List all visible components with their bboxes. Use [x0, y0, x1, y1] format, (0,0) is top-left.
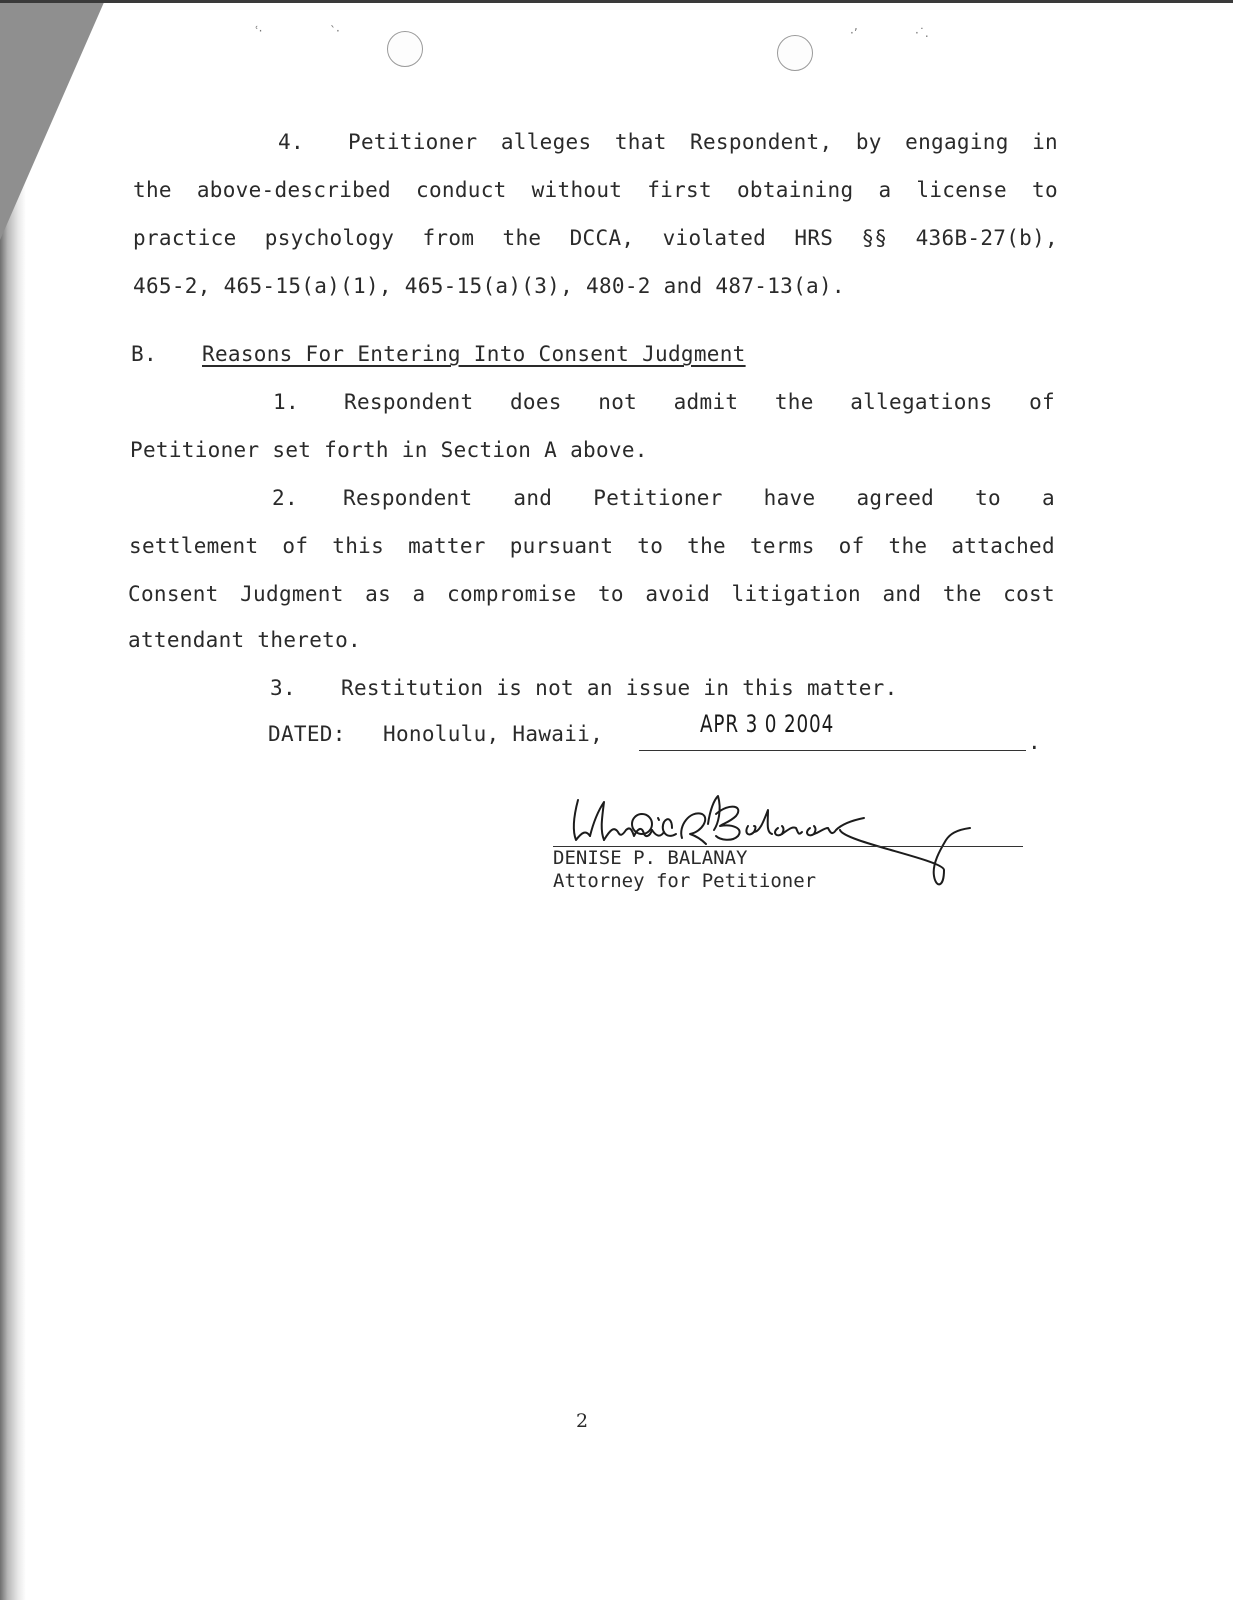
punch-hole-right — [777, 35, 813, 71]
page-number: 2 — [576, 1410, 589, 1432]
para4-line-1: Petitioner alleges that Respondent, by engaging in — [348, 130, 1058, 154]
section-b-letter: B. — [131, 342, 157, 366]
signatory-title: Attorney for Petitioner — [553, 870, 817, 892]
para4-line-3: practice psychology from the DCCA, violated HRS §§ 436B-27(b), — [133, 226, 1058, 250]
item1-line-1: Respondent does not admit the allegations of — [344, 390, 1055, 414]
item2-line-4: attendant thereto. — [128, 628, 361, 652]
dated-label: DATED: — [268, 722, 346, 746]
scan-top-edge — [0, 0, 1233, 3]
date-stamp: APR 3 0 2004 — [700, 710, 835, 738]
section-b-heading: Reasons For Entering Into Consent Judgment — [202, 342, 746, 366]
scan-speck: ·˙. — [915, 26, 929, 40]
signatory-name: DENISE P. BALANAY — [553, 847, 748, 869]
item2-line-2: settlement of this matter pursuant to the terms of the attached — [129, 534, 1055, 558]
para4-line-4: 465-2, 465-15(a)(1), 465-15(a)(3), 480-2 and 487-13(a). — [133, 274, 845, 298]
date-underline — [639, 750, 1026, 751]
item3-number: 3. — [270, 676, 296, 700]
item2-line-3: Consent Judgment as a compromise to avoid litigation and the cost — [128, 582, 1055, 606]
item2-number: 2. — [272, 486, 298, 510]
scan-speck: ·ʼ — [850, 26, 858, 40]
item2-line-1: Respondent and Petitioner have agreed to a — [343, 486, 1055, 510]
item1-line-2: Petitioner set forth in Section A above. — [130, 438, 648, 462]
scan-edge-shadow — [0, 0, 26, 1600]
folded-corner — [0, 0, 105, 240]
scan-speck: ˋ· — [330, 24, 340, 38]
dated-period: . — [1028, 730, 1041, 754]
para4-line-2: the above-described conduct without first obtaining a license to — [133, 178, 1058, 202]
item3-text: Restitution is not an issue in this matter. — [341, 676, 898, 700]
punch-hole-left — [387, 31, 423, 67]
scan-speck: ʿ· — [255, 24, 263, 38]
item1-number: 1. — [273, 390, 299, 414]
para4-number: 4. — [278, 130, 304, 154]
dated-place: Honolulu, Hawaii, — [383, 722, 604, 746]
